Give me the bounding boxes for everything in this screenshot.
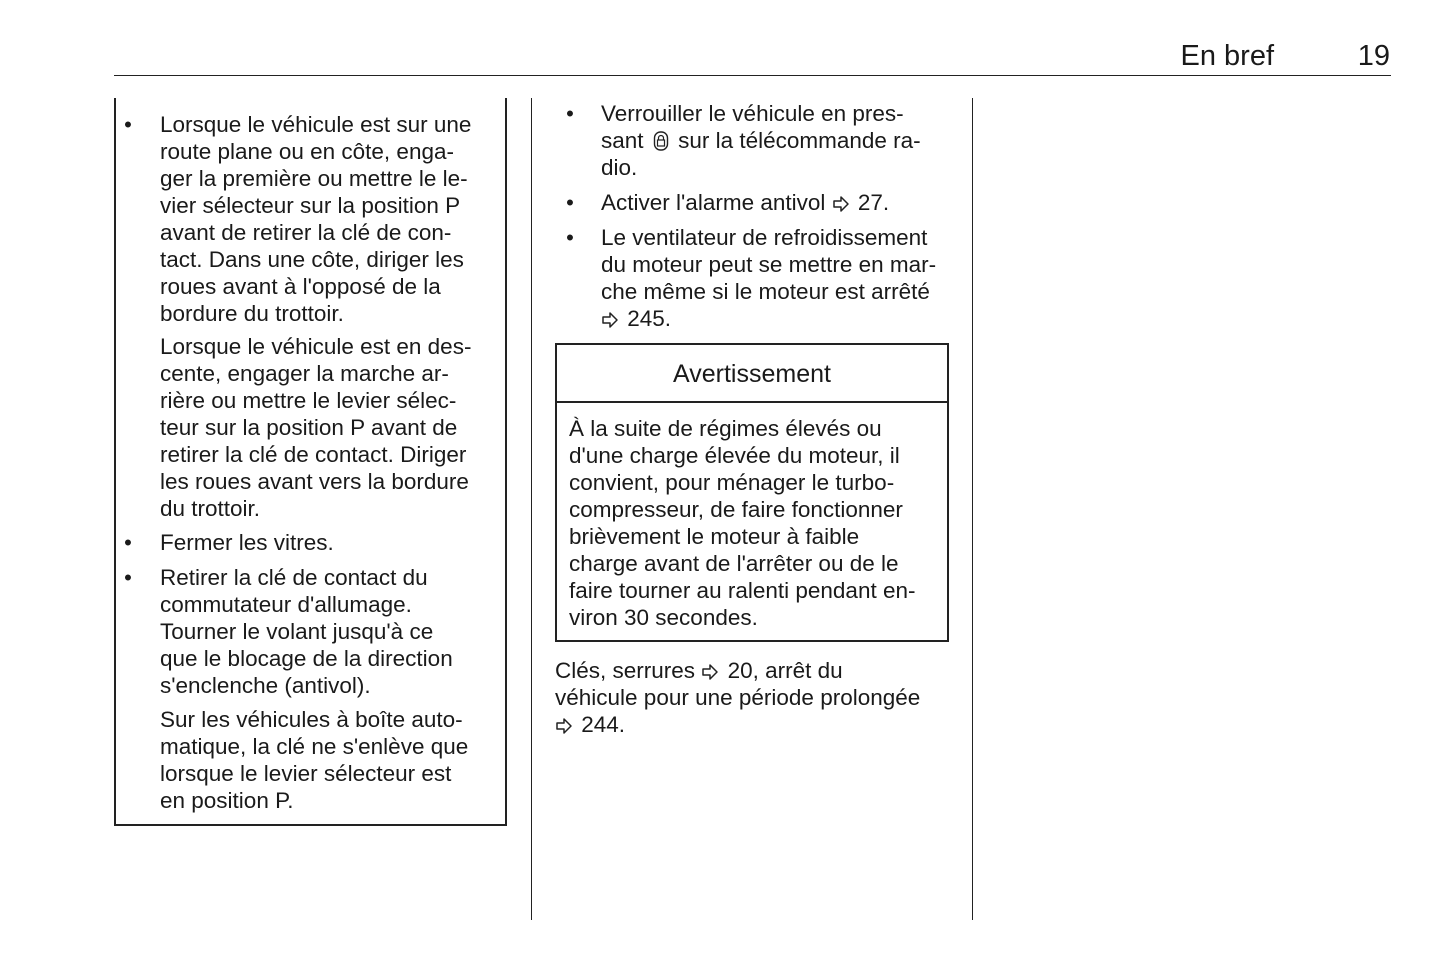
paragraph-parking-downhill: Lorsque le véhicule est en des- cente, engager la marche ar- rière ou mettre le levier sélec- teur sur la position P avant de retirer la clé de contact. Diriger les roues avant vers la bordure du trottoir. <box>160 334 472 521</box>
warning-title: Avertissement <box>557 345 947 403</box>
reference-arrow-icon <box>601 305 621 332</box>
paragraph-parking-slope: Lorsque le véhicule est sur une route plane ou en côte, enga- ger la première ou mettre le le- vier sélecteur sur la position P avant de retirer la clé de con- tact. Dans une côte, diriger les roues avant à l'opposé de la bordure du trottoir. <box>160 112 472 326</box>
reference-page[interactable]: 27. <box>857 190 890 215</box>
header-rule <box>114 75 1391 76</box>
paragraph-remove-key: Retirer la clé de contact du commutateur d'allumage. Tourner le volant jusqu'à ce que le blocage de la direction s'enclenche (antivol). <box>160 565 453 698</box>
paragraph-close-windows: Fermer les vitres. <box>160 530 334 555</box>
reference-page[interactable]: 245. <box>627 306 672 331</box>
bullet: • <box>566 190 574 215</box>
paragraph-cooling-fan: Le ventilateur de refroidissement du moteur peut se mettre en mar- che même si le moteur est arrêté 245. <box>601 225 937 331</box>
page-number: 19 <box>1357 40 1390 72</box>
reference-arrow-icon <box>555 711 575 738</box>
warning-text: À la suite de régimes élevés ou d'une charge élevée du moteur, il convient, pour ménager le turbo- compresseur, de faire fonctionner brièvement le moteur à faible charge avant de l'arrêter ou de le faire tourner au ralenti pendant en- viron 30 secondes. <box>569 416 916 630</box>
see-also-paragraph: Clés, serrures 20, arrêt du véhicule pour une période prolongée 244. <box>555 658 921 737</box>
paragraph-automatic-gearbox: Sur les véhicules à boîte auto- matique, la clé ne s'enlève que lorsque le levier sélecteur est en position P. <box>160 707 469 813</box>
column-divider-2 <box>972 98 973 920</box>
reference-arrow-icon <box>701 657 721 684</box>
bullet: • <box>124 565 132 590</box>
bullet: • <box>124 112 132 137</box>
column-divider-1 <box>531 98 532 920</box>
reference-page[interactable]: 20, arrêt du <box>727 658 843 683</box>
bullet: • <box>566 101 574 126</box>
reference-page[interactable]: 244. <box>581 712 626 737</box>
bullet: • <box>566 225 574 250</box>
paragraph-lock-vehicle: Verrouiller le véhicule en pres- sant sur la télécommande ra- dio. <box>601 101 921 180</box>
paragraph-anti-theft-alarm: Activer l'alarme antivol 27. <box>601 190 890 215</box>
section-title: En bref <box>1180 40 1274 72</box>
lock-button-icon <box>650 127 672 154</box>
reference-arrow-icon <box>832 189 852 216</box>
bullet: • <box>124 530 132 555</box>
